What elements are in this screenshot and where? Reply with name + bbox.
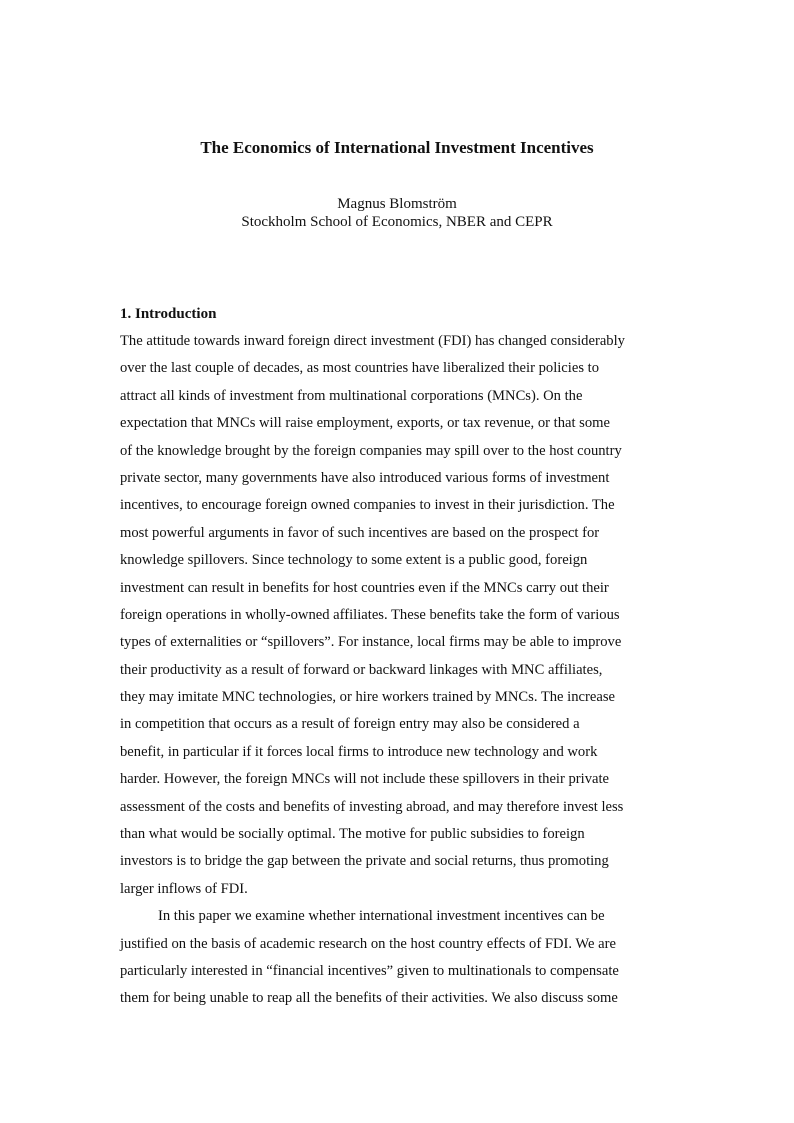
text-line: attract all kinds of investment from multinational corporations (MNCs). On the	[120, 387, 583, 404]
text-line: their productivity as a result of forward or backward linkages with MNC affiliates,	[120, 661, 603, 678]
author-affiliation: Stockholm School of Economics, NBER and CEPR	[241, 214, 553, 230]
text-line: investment can result in benefits for host countries even if the MNCs carry out their	[120, 579, 609, 596]
text-line: most powerful arguments in favor of such incentives are based on the prospect for	[120, 524, 600, 541]
text-line: benefit, in particular if it forces local firms to introduce new technology and work	[120, 743, 598, 760]
section-heading: 1. Introduction	[120, 306, 217, 322]
text-line: justified on the basis of academic research on the host country effects of FDI. We are	[120, 935, 616, 952]
text-line: harder. However, the foreign MNCs will not include these spillovers in their private	[120, 771, 609, 788]
body-text	[120, 328, 680, 1013]
text-line: in competition that occurs as a result of foreign entry may also be considered a	[120, 716, 580, 733]
text-line: The attitude towards inward foreign direct investment (FDI) has changed considerably	[120, 333, 625, 349]
text-line: particularly interested in “financial incentives” given to multinationals to compensate	[120, 962, 619, 979]
author-name: Magnus Blomström	[337, 196, 457, 212]
text-line: expectation that MNCs will raise employment, exports, or tax revenue, or that some	[120, 415, 610, 432]
text-line: types of externalities or “spillovers”. For instance, local firms may be able to improve	[120, 634, 622, 651]
text-line: knowledge spillovers. Since technology to some extent is a public good, foreign	[120, 552, 588, 569]
text-line: foreign operations in wholly-owned affiliates. These benefits take the form of various	[120, 606, 620, 623]
text-line: over the last couple of decades, as most countries have liberalized their policies to	[120, 360, 599, 377]
text-line: than what would be socially optimal. The motive for public subsidies to foreign	[120, 826, 585, 843]
text-line: larger inflows of FDI.	[120, 880, 248, 897]
text-line: of the knowledge brought by the foreign companies may spill over to the host country	[120, 442, 622, 459]
text-line: they may imitate MNC technologies, or hire workers trained by MNCs. The increase	[120, 689, 615, 706]
text-line: investors is to bridge the gap between the private and social returns, thus promoting	[120, 853, 609, 870]
text-line-indented: In this paper we examine whether international investment incentives can be	[158, 908, 605, 925]
paper-title: The Economics of International Investment Incentives	[200, 138, 594, 157]
text-line: incentives, to encourage foreign owned companies to invest in their jurisdiction. The	[120, 497, 615, 514]
text-line: them for being unable to reap all the benefits of their activities. We also discuss some	[120, 990, 618, 1007]
text-line: assessment of the costs and benefits of investing abroad, and may therefore invest less	[120, 798, 624, 815]
text-line: private sector, many governments have also introduced various forms of investment	[120, 469, 610, 486]
